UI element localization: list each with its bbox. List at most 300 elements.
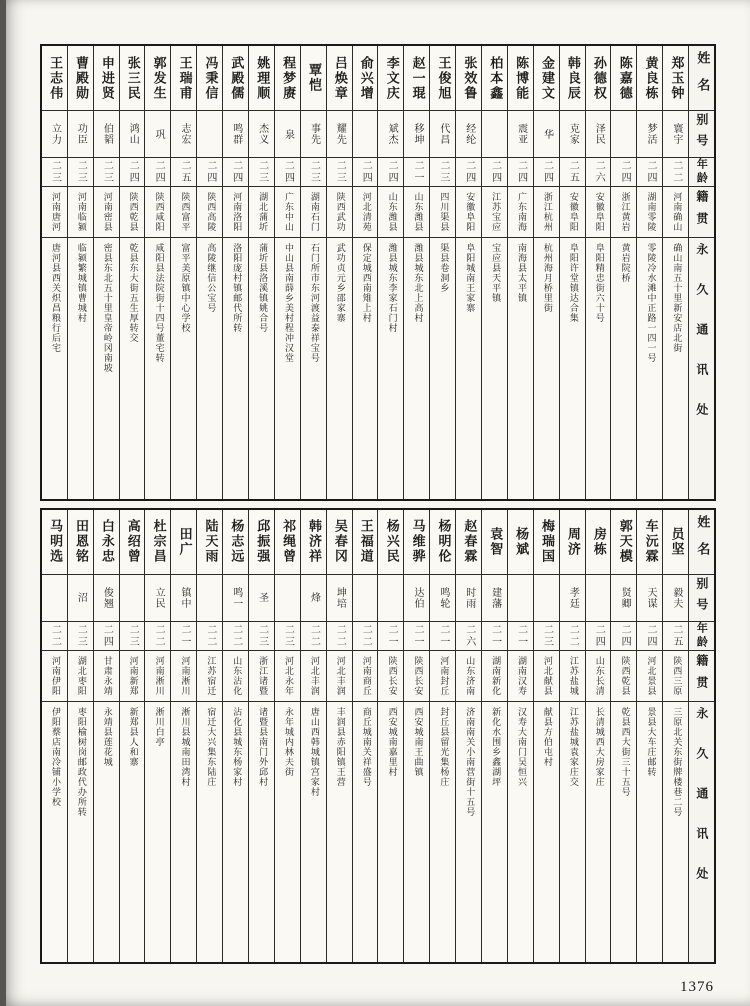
alias-cell <box>223 111 248 158</box>
alias-cell <box>171 575 196 622</box>
header-label-origin: 籍贯 <box>694 653 709 698</box>
scan-edge-shadow <box>0 0 6 1006</box>
age-cell <box>404 622 429 651</box>
name-cell <box>637 510 662 575</box>
address-cell <box>327 238 352 499</box>
address-cell <box>456 702 481 963</box>
age-cell <box>301 622 326 651</box>
person-age: 二四 <box>619 160 631 184</box>
address-cell <box>430 702 455 963</box>
person-age: 二二 <box>153 623 165 648</box>
address-cell <box>611 238 636 499</box>
person-name: 韩良辰 <box>564 55 580 101</box>
address-cell <box>145 702 170 963</box>
directory-table-bottom <box>40 508 716 965</box>
person-column <box>481 46 507 499</box>
person-column <box>93 46 119 499</box>
name-cell <box>611 510 636 575</box>
person-age: 二四 <box>360 160 372 184</box>
person-origin: 安徽阜阳 <box>464 192 475 232</box>
address-cell <box>275 702 300 963</box>
age-cell <box>611 622 636 651</box>
person-column <box>248 510 274 963</box>
person-alias: 鸣轮 <box>437 586 449 609</box>
origin-cell <box>586 187 611 238</box>
person-column <box>403 46 429 499</box>
person-address: 潍县城东北上高村 <box>412 243 423 323</box>
person-origin: 河南淅川 <box>179 655 190 696</box>
person-column <box>93 510 119 963</box>
age-cell <box>611 158 636 187</box>
alias-cell <box>301 111 326 158</box>
person-column <box>403 510 429 963</box>
person-column <box>636 46 662 499</box>
name-cell <box>404 510 429 575</box>
person-age: 二三 <box>282 623 294 648</box>
alias-cell <box>378 575 403 622</box>
person-column <box>170 510 196 963</box>
person-origin: 甘肃永靖 <box>101 655 112 696</box>
origin-cell <box>534 651 559 702</box>
person-address: 淅川白亭 <box>153 706 164 747</box>
alias-cell <box>68 111 93 158</box>
age-cell <box>42 622 67 651</box>
person-origin: 河南临颍 <box>75 192 86 232</box>
person-name: 陈嘉德 <box>616 55 632 101</box>
person-age: 二六 <box>593 160 605 184</box>
name-cell <box>145 510 170 575</box>
person-origin: 陕西长安 <box>386 655 397 696</box>
origin-cell <box>482 651 507 702</box>
age-cell <box>249 158 274 187</box>
person-column <box>352 510 378 963</box>
name-cell <box>197 46 222 111</box>
address-cell <box>404 702 429 963</box>
name-cell <box>508 510 533 575</box>
name-cell <box>663 46 688 111</box>
name-cell <box>120 510 145 575</box>
person-column <box>662 46 688 499</box>
person-name: 黄良栋 <box>642 55 658 101</box>
age-cell <box>275 622 300 651</box>
address-cell <box>42 702 67 963</box>
person-name: 俞兴增 <box>357 55 373 101</box>
person-name: 祁绳曾 <box>280 519 296 564</box>
person-alias: 烽 <box>308 592 320 603</box>
person-age: 二三 <box>101 160 113 184</box>
paper-background <box>6 0 750 1006</box>
person-column <box>662 510 688 963</box>
person-name: 吕焕章 <box>331 55 347 101</box>
origin-cell <box>171 187 196 238</box>
person-alias: 鸿山 <box>127 123 139 145</box>
person-address: 永年城内林夫街 <box>283 706 294 777</box>
origin-cell <box>275 651 300 702</box>
origin-cell <box>534 187 559 238</box>
person-age: 二五 <box>670 623 682 648</box>
person-alias: 代昌 <box>437 123 449 145</box>
person-age: 二五 <box>178 160 190 184</box>
person-address: 商丘城南关祥盛号 <box>360 706 371 787</box>
person-alias: 华 <box>541 128 553 140</box>
age-cell <box>404 158 429 187</box>
age-cell <box>171 158 196 187</box>
alias-cell <box>637 575 662 622</box>
person-address: 南海县太平镇 <box>516 243 527 303</box>
person-origin: 陕西富平 <box>179 192 190 232</box>
origin-cell <box>404 651 429 702</box>
person-name: 孙德权 <box>590 55 606 101</box>
person-age: 二四 <box>619 623 631 648</box>
alias-cell <box>42 575 67 622</box>
alias-cell <box>68 575 93 622</box>
person-column <box>67 46 93 499</box>
person-origin: 广东中山 <box>283 192 294 232</box>
person-column <box>585 46 611 499</box>
person-origin: 河南商丘 <box>360 655 371 696</box>
person-origin: 浙江黄岩 <box>619 192 630 232</box>
person-origin: 河南伊阳 <box>50 655 60 696</box>
person-column <box>507 510 533 963</box>
alias-cell <box>663 575 688 622</box>
address-cell <box>637 238 662 499</box>
age-cell <box>637 158 662 187</box>
age-cell <box>663 622 688 651</box>
person-age: 二三 <box>541 623 553 648</box>
alias-cell <box>534 111 559 158</box>
person-alias: 贤卿 <box>619 586 631 609</box>
origin-cell <box>353 187 378 238</box>
directory-table-top <box>40 44 716 501</box>
person-name: 白永忠 <box>98 519 114 564</box>
address-cell <box>42 238 67 499</box>
address-cell <box>378 238 403 499</box>
alias-cell <box>353 111 378 158</box>
alias-cell <box>586 111 611 158</box>
person-age: 二三 <box>75 623 87 648</box>
person-age: 二一 <box>386 623 398 648</box>
name-cell <box>42 46 67 111</box>
page-number: 1376 <box>680 979 714 995</box>
person-alias: 俊翘 <box>101 586 113 609</box>
person-origin: 河南新郑 <box>127 655 138 696</box>
person-address: 确山南五十里新安店北街 <box>671 243 682 353</box>
person-name: 杨斌 <box>513 526 529 557</box>
person-address: 唐山西韩城镇宫家村 <box>308 706 319 797</box>
header-cell-alias <box>689 111 714 158</box>
address-cell <box>120 702 145 963</box>
address-cell <box>249 238 274 499</box>
person-address: 诸暨县南门外邱村 <box>257 706 268 787</box>
name-cell <box>560 46 585 111</box>
header-cell-address <box>689 238 714 499</box>
person-alias: 功臣 <box>75 123 87 145</box>
person-origin: 湖南新化 <box>490 655 501 696</box>
name-cell <box>68 510 93 575</box>
person-name: 陈博能 <box>513 55 529 101</box>
alias-cell <box>145 575 170 622</box>
address-cell <box>482 238 507 499</box>
alias-cell <box>120 575 145 622</box>
person-name: 张效鲁 <box>461 55 477 101</box>
name-cell <box>663 510 688 575</box>
person-age: 二四 <box>645 623 657 648</box>
header-cell-alias <box>689 575 714 622</box>
name-cell <box>68 46 93 111</box>
age-cell <box>94 622 119 651</box>
person-age: 二一 <box>412 160 423 184</box>
person-origin: 河北清苑 <box>360 192 371 232</box>
person-name: 金建文 <box>539 55 555 101</box>
person-column <box>636 510 662 963</box>
person-column <box>352 46 378 499</box>
person-name: 杨明伦 <box>435 519 451 564</box>
origin-cell <box>68 651 93 702</box>
person-alias: 镇中 <box>178 586 190 609</box>
age-cell <box>68 622 93 651</box>
name-cell <box>171 510 196 575</box>
address-cell <box>637 702 662 963</box>
name-cell <box>482 46 507 111</box>
age-cell <box>249 622 274 651</box>
address-cell <box>482 702 507 963</box>
person-address: 富平美原镇中心学校 <box>179 243 190 333</box>
person-address: 沾化县城东杨家村 <box>231 706 242 787</box>
person-alias: 斌杰 <box>386 123 398 145</box>
person-column <box>559 46 585 499</box>
person-address: 献县方伯屯村 <box>541 706 552 767</box>
person-alias: 鸣群 <box>230 123 242 145</box>
person-column <box>119 510 145 963</box>
name-cell <box>42 510 67 575</box>
person-alias: 立力 <box>49 123 61 145</box>
person-address: 零陵冷水滩中正路一四一号 <box>645 243 656 363</box>
age-cell <box>68 158 93 187</box>
person-origin: 河北献县 <box>541 655 552 696</box>
person-name: 田恩铭 <box>73 519 88 564</box>
header-label-age: 年龄 <box>695 158 709 186</box>
person-age: 二四 <box>463 160 475 184</box>
person-column <box>559 510 585 963</box>
person-address: 石门所市东河渡益泰祥宝号 <box>308 243 319 363</box>
origin-cell <box>637 651 662 702</box>
person-name: 杨兴民 <box>383 519 399 564</box>
age-cell <box>120 622 145 651</box>
person-alias: 泉 <box>282 128 294 140</box>
person-name: 王瑞甫 <box>176 55 192 101</box>
address-cell <box>663 238 688 499</box>
name-cell <box>327 510 352 575</box>
person-column <box>196 46 222 499</box>
origin-cell <box>560 187 585 238</box>
person-name: 梅瑞国 <box>539 519 555 564</box>
person-column <box>222 510 248 963</box>
header-column <box>688 510 714 963</box>
person-address: 新郑县人和寨 <box>127 706 138 767</box>
name-cell <box>197 510 222 575</box>
header-label-address: 永久通讯处 <box>694 706 709 907</box>
person-name: 周济 <box>564 526 580 557</box>
person-origin: 河北丰润 <box>308 655 319 696</box>
origin-cell <box>197 187 222 238</box>
person-name: 武殿儒 <box>228 55 244 101</box>
address-cell <box>120 238 145 499</box>
age-cell <box>223 622 248 651</box>
age-cell <box>197 622 222 651</box>
alias-cell <box>404 111 429 158</box>
person-name: 申进贤 <box>98 55 114 101</box>
person-address: 潍县城东李家石门村 <box>386 243 397 333</box>
person-name: 李文庆 <box>383 55 399 101</box>
alias-cell <box>327 111 352 158</box>
person-column <box>610 46 636 499</box>
person-origin: 陕西长安 <box>412 655 423 696</box>
alias-cell <box>404 575 429 622</box>
address-cell <box>68 702 93 963</box>
person-origin: 安徽阜阳 <box>593 192 604 232</box>
person-origin: 河南确山 <box>671 192 682 232</box>
address-cell <box>534 238 559 499</box>
age-cell <box>171 622 196 651</box>
alias-cell <box>94 575 119 622</box>
address-cell <box>404 238 429 499</box>
name-cell <box>249 510 274 575</box>
origin-cell <box>68 187 93 238</box>
person-alias: 时雨 <box>463 586 475 609</box>
origin-cell <box>508 651 533 702</box>
address-cell <box>327 702 352 963</box>
age-cell <box>353 622 378 651</box>
person-origin: 山东沾化 <box>231 655 242 696</box>
alias-cell <box>301 575 326 622</box>
person-origin: 山东长清 <box>593 655 604 696</box>
name-cell <box>327 46 352 111</box>
origin-cell <box>378 187 403 238</box>
person-origin: 山东潍县 <box>386 192 397 232</box>
alias-cell <box>508 575 533 622</box>
alias-cell <box>663 111 688 158</box>
person-alias: 梦活 <box>645 123 657 145</box>
header-label-name: 姓名 <box>694 51 710 105</box>
alias-cell <box>482 111 507 158</box>
alias-cell <box>249 111 274 158</box>
person-alias: 耀先 <box>334 123 346 145</box>
age-cell <box>42 158 67 187</box>
person-name: 袁智 <box>487 526 503 557</box>
header-label-alias: 别号 <box>694 576 709 619</box>
origin-cell <box>223 651 248 702</box>
person-column <box>119 46 145 499</box>
alias-cell <box>456 575 481 622</box>
person-column <box>533 510 559 963</box>
person-alias: 经纶 <box>463 123 475 145</box>
person-column <box>429 510 455 963</box>
alias-cell <box>353 575 378 622</box>
address-cell <box>223 702 248 963</box>
alias-cell <box>456 111 481 158</box>
alias-cell <box>560 575 585 622</box>
person-address: 杭州海月桥里街 <box>541 243 552 313</box>
address-cell <box>197 238 222 499</box>
age-cell <box>197 158 222 187</box>
person-name: 田广 <box>176 526 192 557</box>
name-cell <box>94 510 119 575</box>
address-cell <box>534 702 559 963</box>
name-cell <box>378 46 403 111</box>
name-cell <box>430 46 455 111</box>
person-name: 郑玉钟 <box>668 55 684 101</box>
person-column <box>429 46 455 499</box>
age-cell <box>327 158 352 187</box>
person-name: 高绍曾 <box>124 519 140 564</box>
header-cell-origin <box>689 651 714 702</box>
person-address: 阜阳城南王家寨 <box>464 243 475 313</box>
person-age: 二三 <box>75 160 87 184</box>
person-name: 王俊旭 <box>435 55 451 101</box>
address-cell <box>508 702 533 963</box>
person-name: 吴春冈 <box>331 519 347 564</box>
person-age: 二三 <box>127 623 139 648</box>
person-column <box>274 46 300 499</box>
person-origin: 四川渠县 <box>438 192 449 232</box>
person-address: 伊阳蔡店南冷铺小学校 <box>50 706 60 807</box>
person-age: 二二 <box>670 160 682 184</box>
alias-cell <box>378 111 403 158</box>
age-cell <box>482 622 507 651</box>
alias-cell <box>275 575 300 622</box>
name-cell <box>637 46 662 111</box>
alias-cell <box>430 111 455 158</box>
person-origin: 湖南汉寿 <box>516 655 527 696</box>
person-origin: 河南洛阳 <box>231 192 242 232</box>
person-origin: 江苏宝应 <box>490 192 501 232</box>
header-label-age: 年龄 <box>695 621 709 650</box>
person-origin: 湖北枣阳 <box>75 655 86 696</box>
person-alias: 天谋 <box>645 586 657 609</box>
person-column <box>610 510 636 963</box>
header-cell-age <box>689 622 714 651</box>
name-cell <box>430 510 455 575</box>
alias-cell <box>275 111 300 158</box>
address-cell <box>663 702 688 963</box>
person-origin: 河南唐河 <box>50 192 60 232</box>
person-alias: 沼 <box>75 592 87 603</box>
person-address: 汉寿大南门吴恒兴 <box>516 706 527 787</box>
age-cell <box>430 622 455 651</box>
person-name: 车沅霖 <box>642 519 658 564</box>
person-alias: 事先 <box>308 123 320 145</box>
age-cell <box>534 622 559 651</box>
person-address: 西安城南王曲镇 <box>412 706 423 777</box>
header-column <box>688 46 714 499</box>
person-column <box>42 46 67 499</box>
origin-cell <box>94 651 119 702</box>
person-address: 乾县西大街三十五号 <box>619 706 630 797</box>
person-name: 程梦赓 <box>280 55 296 101</box>
person-address: 咸阳县法院街十四号董宅转 <box>153 243 164 363</box>
alias-cell <box>637 111 662 158</box>
person-column <box>533 46 559 499</box>
alias-cell <box>197 111 222 158</box>
origin-cell <box>145 187 170 238</box>
name-cell <box>275 46 300 111</box>
origin-cell <box>301 651 326 702</box>
name-cell <box>534 46 559 111</box>
name-cell <box>404 46 429 111</box>
person-name: 陆天雨 <box>202 519 218 564</box>
person-column <box>196 510 222 963</box>
alias-cell <box>171 111 196 158</box>
